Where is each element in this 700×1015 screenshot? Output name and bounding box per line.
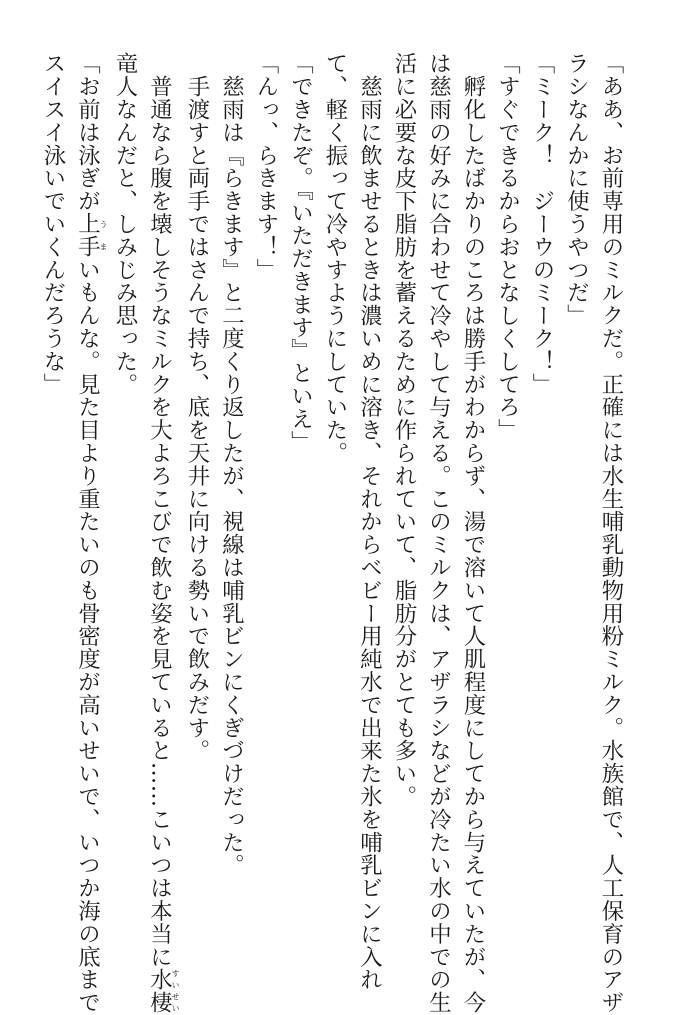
ruby-reading: うま — [99, 212, 108, 259]
text-line: て、軽く振って冷やすようにしていた。 — [322, 52, 348, 465]
text-line: 竜人なんだと、しみじみ思った。 — [112, 52, 138, 396]
text-line: 慈雨は『らきます』と二度くり返したが、視線は哺乳ビンにくぎづけだった。 — [218, 52, 245, 877]
text-line: 「ああ、お前専用のミルクだ。正確には水生哺乳動物用粉ミルク。水族館で、人工保育のアザ — [598, 52, 624, 1014]
ruby-reading: すいせい — [171, 967, 180, 1014]
text-line: 手渡すと両手ではさんで持ち、底を天井に向ける勢いで飲みだす。 — [184, 52, 210, 762]
text-line: 「ミーク！ ジーウのミーク！」 — [529, 52, 555, 396]
text-line: 「んっ、らきます！」 — [253, 52, 279, 281]
text-line — [70, 52, 108, 1014]
text-line: 「すぐできるからおとなしくしてろ」 — [494, 52, 521, 442]
ruby-base: 上手 — [74, 212, 101, 259]
text-line: スイスイ泳いでいくんだろうな」 — [40, 52, 66, 396]
text-line: は慈雨の好みに合わせて冷やして与える。このミルクは、アザラシなどが冷たい水の中での生 — [425, 52, 452, 1014]
ruby-base: 水棲 — [146, 967, 173, 1014]
text-line: 孵化したばかりのころは勝手がわからず、湯で溶いて人肌程度にしてから与えていたが、今 — [460, 52, 486, 1014]
ruby-uma — [74, 212, 108, 259]
ruby-suisei — [146, 967, 180, 1014]
text-segment: いもんな。見た目より重たいのも骨密度が高いせいで、いつか海の底まで — [74, 258, 101, 1014]
text-segment: 普通なら腹を壊しそうなミルクを大よろこびで飲む姿を見ていると……こいつは本当に — [146, 52, 173, 968]
text-line: 「できたぞ。『いただきます』といえ」 — [287, 52, 314, 453]
text-line: 慈雨に飲ませるときは濃いめに溶き、それからベビー用純水で出来た氷を哺乳ビンに入れ — [356, 52, 383, 991]
text-line — [142, 52, 180, 1014]
vertical-text-block — [36, 52, 629, 1014]
text-line: 活に必要な皮下脂肪を蓄えるために作られていて、脂肪分がとても多い。 — [391, 52, 417, 808]
text-segment: 「お前は泳ぎが — [74, 52, 101, 213]
text-line: ラシなんかに使うやつだ」 — [563, 52, 590, 327]
